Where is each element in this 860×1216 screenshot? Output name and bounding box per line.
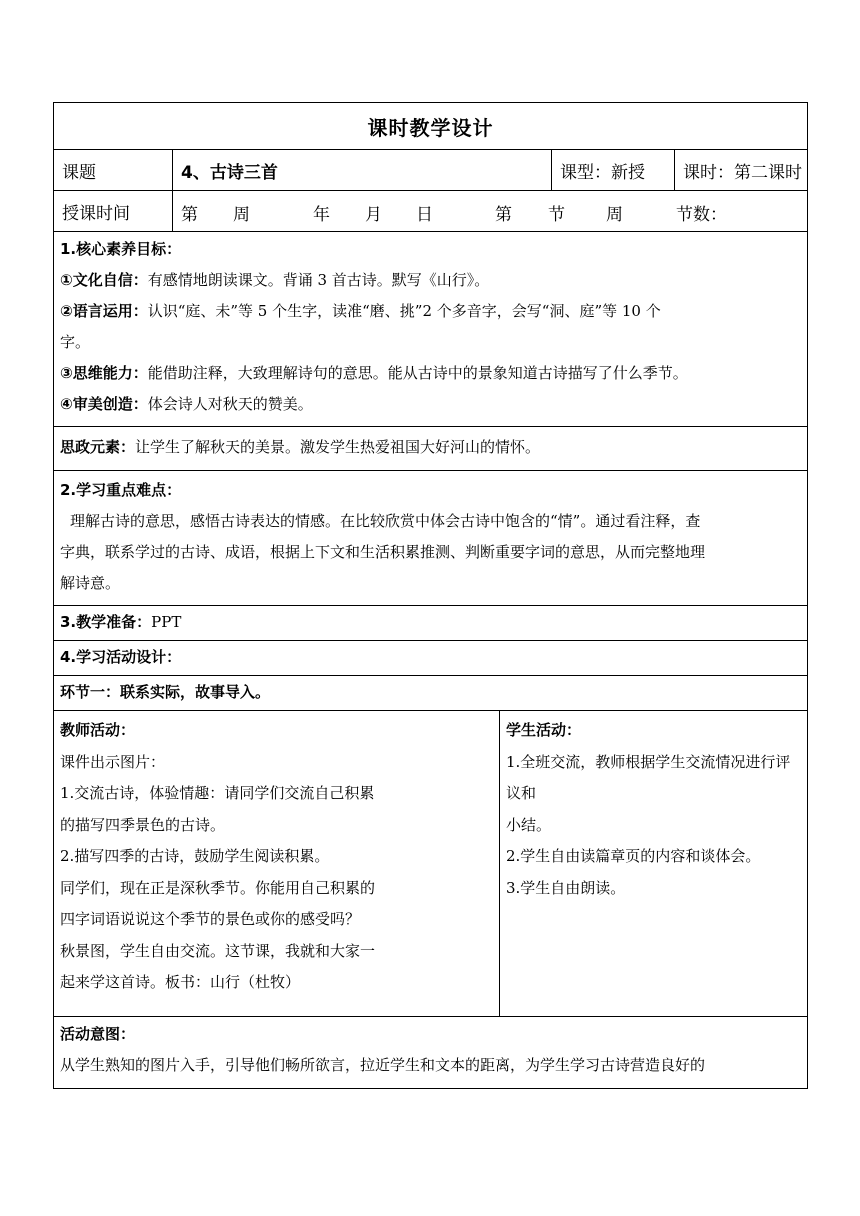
period-cell xyxy=(675,150,808,191)
teaching-time-row xyxy=(54,191,808,232)
step1-heading: 环节一：联系实际，故事导入。 xyxy=(60,683,271,701)
time-week: 周 xyxy=(233,205,250,225)
prep-tag: 3.教学准备： xyxy=(60,613,152,631)
activity-design-heading: 4.学习活动设计： xyxy=(60,648,182,666)
intent-heading: 活动意图： xyxy=(60,1025,136,1043)
prep-text: PPT xyxy=(151,613,182,631)
teacher-line-7: 秋景图，学生自由交流。这节课，我就和大家一 xyxy=(60,941,376,960)
prep-row xyxy=(54,606,808,641)
focus-heading: 2.学习重点难点： xyxy=(60,481,182,499)
student-heading: 学生活动： xyxy=(506,721,582,739)
time-month: 月 xyxy=(365,205,382,225)
focus-line-2: 字典，联系学过的古诗、成语，根据上下文和生活积累推测、判断重要字词的意思，从而完整地理 xyxy=(60,543,706,561)
period-label: 课时： xyxy=(683,162,734,183)
ideology-cell xyxy=(54,427,808,471)
time-section-prefix: 第 xyxy=(495,205,512,225)
focus-cell xyxy=(54,471,808,606)
intent-line-1: 从学生熟知的图片入手，引导他们畅所欲言，拉近学生和文本的距离，为学生学习古诗营造良好的 xyxy=(60,1056,706,1074)
focus-row xyxy=(54,471,808,606)
document-title: 课时教学设计 xyxy=(54,103,808,150)
teacher-line-1: 课件出示图片： xyxy=(60,752,166,771)
subject-value: 4、古诗三首 xyxy=(173,150,552,191)
teacher-line-6: 四字词语说说这个季节的景色或你的感受吗？ xyxy=(60,910,361,928)
time-count-label: 节数： xyxy=(676,205,727,225)
goal-item-3: ③思维能力：能借助注释，大致理解诗句的意思。能从古诗中的景象知道古诗描写了什么季节。 xyxy=(60,364,688,382)
lesson-type-cell xyxy=(552,150,675,191)
time-week-2: 周 xyxy=(606,205,623,225)
subject-label: 课题 xyxy=(54,150,173,191)
student-line-3: 2.学生自由读篇章页的内容和谈体会。 xyxy=(506,847,761,865)
teacher-line-3: 的描写四季景色的古诗。 xyxy=(60,815,226,834)
teacher-activity-cell xyxy=(54,711,500,1017)
focus-line-1: 理解古诗的意思，感悟古诗表达的情感。在比较欣赏中体会古诗中饱含的“情”。通过看注释，查 xyxy=(70,512,701,530)
goal-item-1: ①文化自信：有感情地朗读课文。背诵 3 首古诗。默写《山行》。 xyxy=(60,271,490,289)
goals-cell xyxy=(54,232,808,427)
teacher-line-8: 起来学这首诗。板书：山行（杜牧） xyxy=(60,973,301,991)
intent-clip xyxy=(60,1019,801,1082)
lesson-type-label: 课型： xyxy=(560,162,611,183)
ideology-row xyxy=(54,427,808,471)
teaching-time-label: 授课时间 xyxy=(54,191,173,232)
time-day: 日 xyxy=(416,205,433,225)
student-line-4: 3.学生自由朗读。 xyxy=(506,878,626,897)
goal-item-4: ④审美创造：体会诗人对秋天的赞美。 xyxy=(60,395,313,413)
period-value: 第二课时 xyxy=(734,162,802,183)
time-section: 节 xyxy=(548,205,565,225)
goal-item-2: ②语言运用：认识“庭、未”等 5 个生字，读准“磨、挑”2 个多音字，会写“洞、庭”等 10 个 xyxy=(60,302,661,320)
goal-item-2-cont: 字。 xyxy=(60,333,91,351)
step1-row xyxy=(54,676,808,711)
lesson-type-value: 新授 xyxy=(611,162,645,183)
student-activity-cell xyxy=(500,711,808,1017)
lesson-plan-table xyxy=(53,102,808,1089)
goals-row xyxy=(54,232,808,427)
activities-row xyxy=(54,711,808,1017)
ideology-text: 让学生了解秋天的美景。激发学生热爱祖国大好河山的情怀。 xyxy=(135,438,541,456)
teacher-heading: 教师活动： xyxy=(60,721,136,739)
goals-heading: 1.核心素养目标： xyxy=(60,240,182,258)
activity-design-cell xyxy=(54,641,808,676)
teaching-time-value xyxy=(173,191,808,232)
activity-design-row xyxy=(54,641,808,676)
teacher-line-2: 1.交流古诗，体验情趣：请同学们交流自己积累 xyxy=(60,784,375,802)
ideology-tag: 思政元素： xyxy=(60,438,136,456)
intent-cell xyxy=(54,1017,808,1089)
time-year: 年 xyxy=(313,205,330,225)
time-week-prefix: 第 xyxy=(181,205,198,225)
prep-cell xyxy=(54,606,808,641)
student-line-2: 小结。 xyxy=(506,815,552,834)
step1-cell xyxy=(54,676,808,711)
intent-row xyxy=(54,1017,808,1089)
teacher-line-4: 2.描写四季的古诗，鼓励学生阅读积累。 xyxy=(60,847,330,865)
focus-line-3: 解诗意。 xyxy=(60,574,121,592)
subject-row xyxy=(54,150,808,191)
student-line-1: 1.全班交流，教师根据学生交流情况进行评议和 xyxy=(506,752,791,802)
lesson-plan-sheet xyxy=(53,102,807,1089)
teacher-line-5: 同学们，现在正是深秋季节。你能用自己积累的 xyxy=(60,878,376,897)
